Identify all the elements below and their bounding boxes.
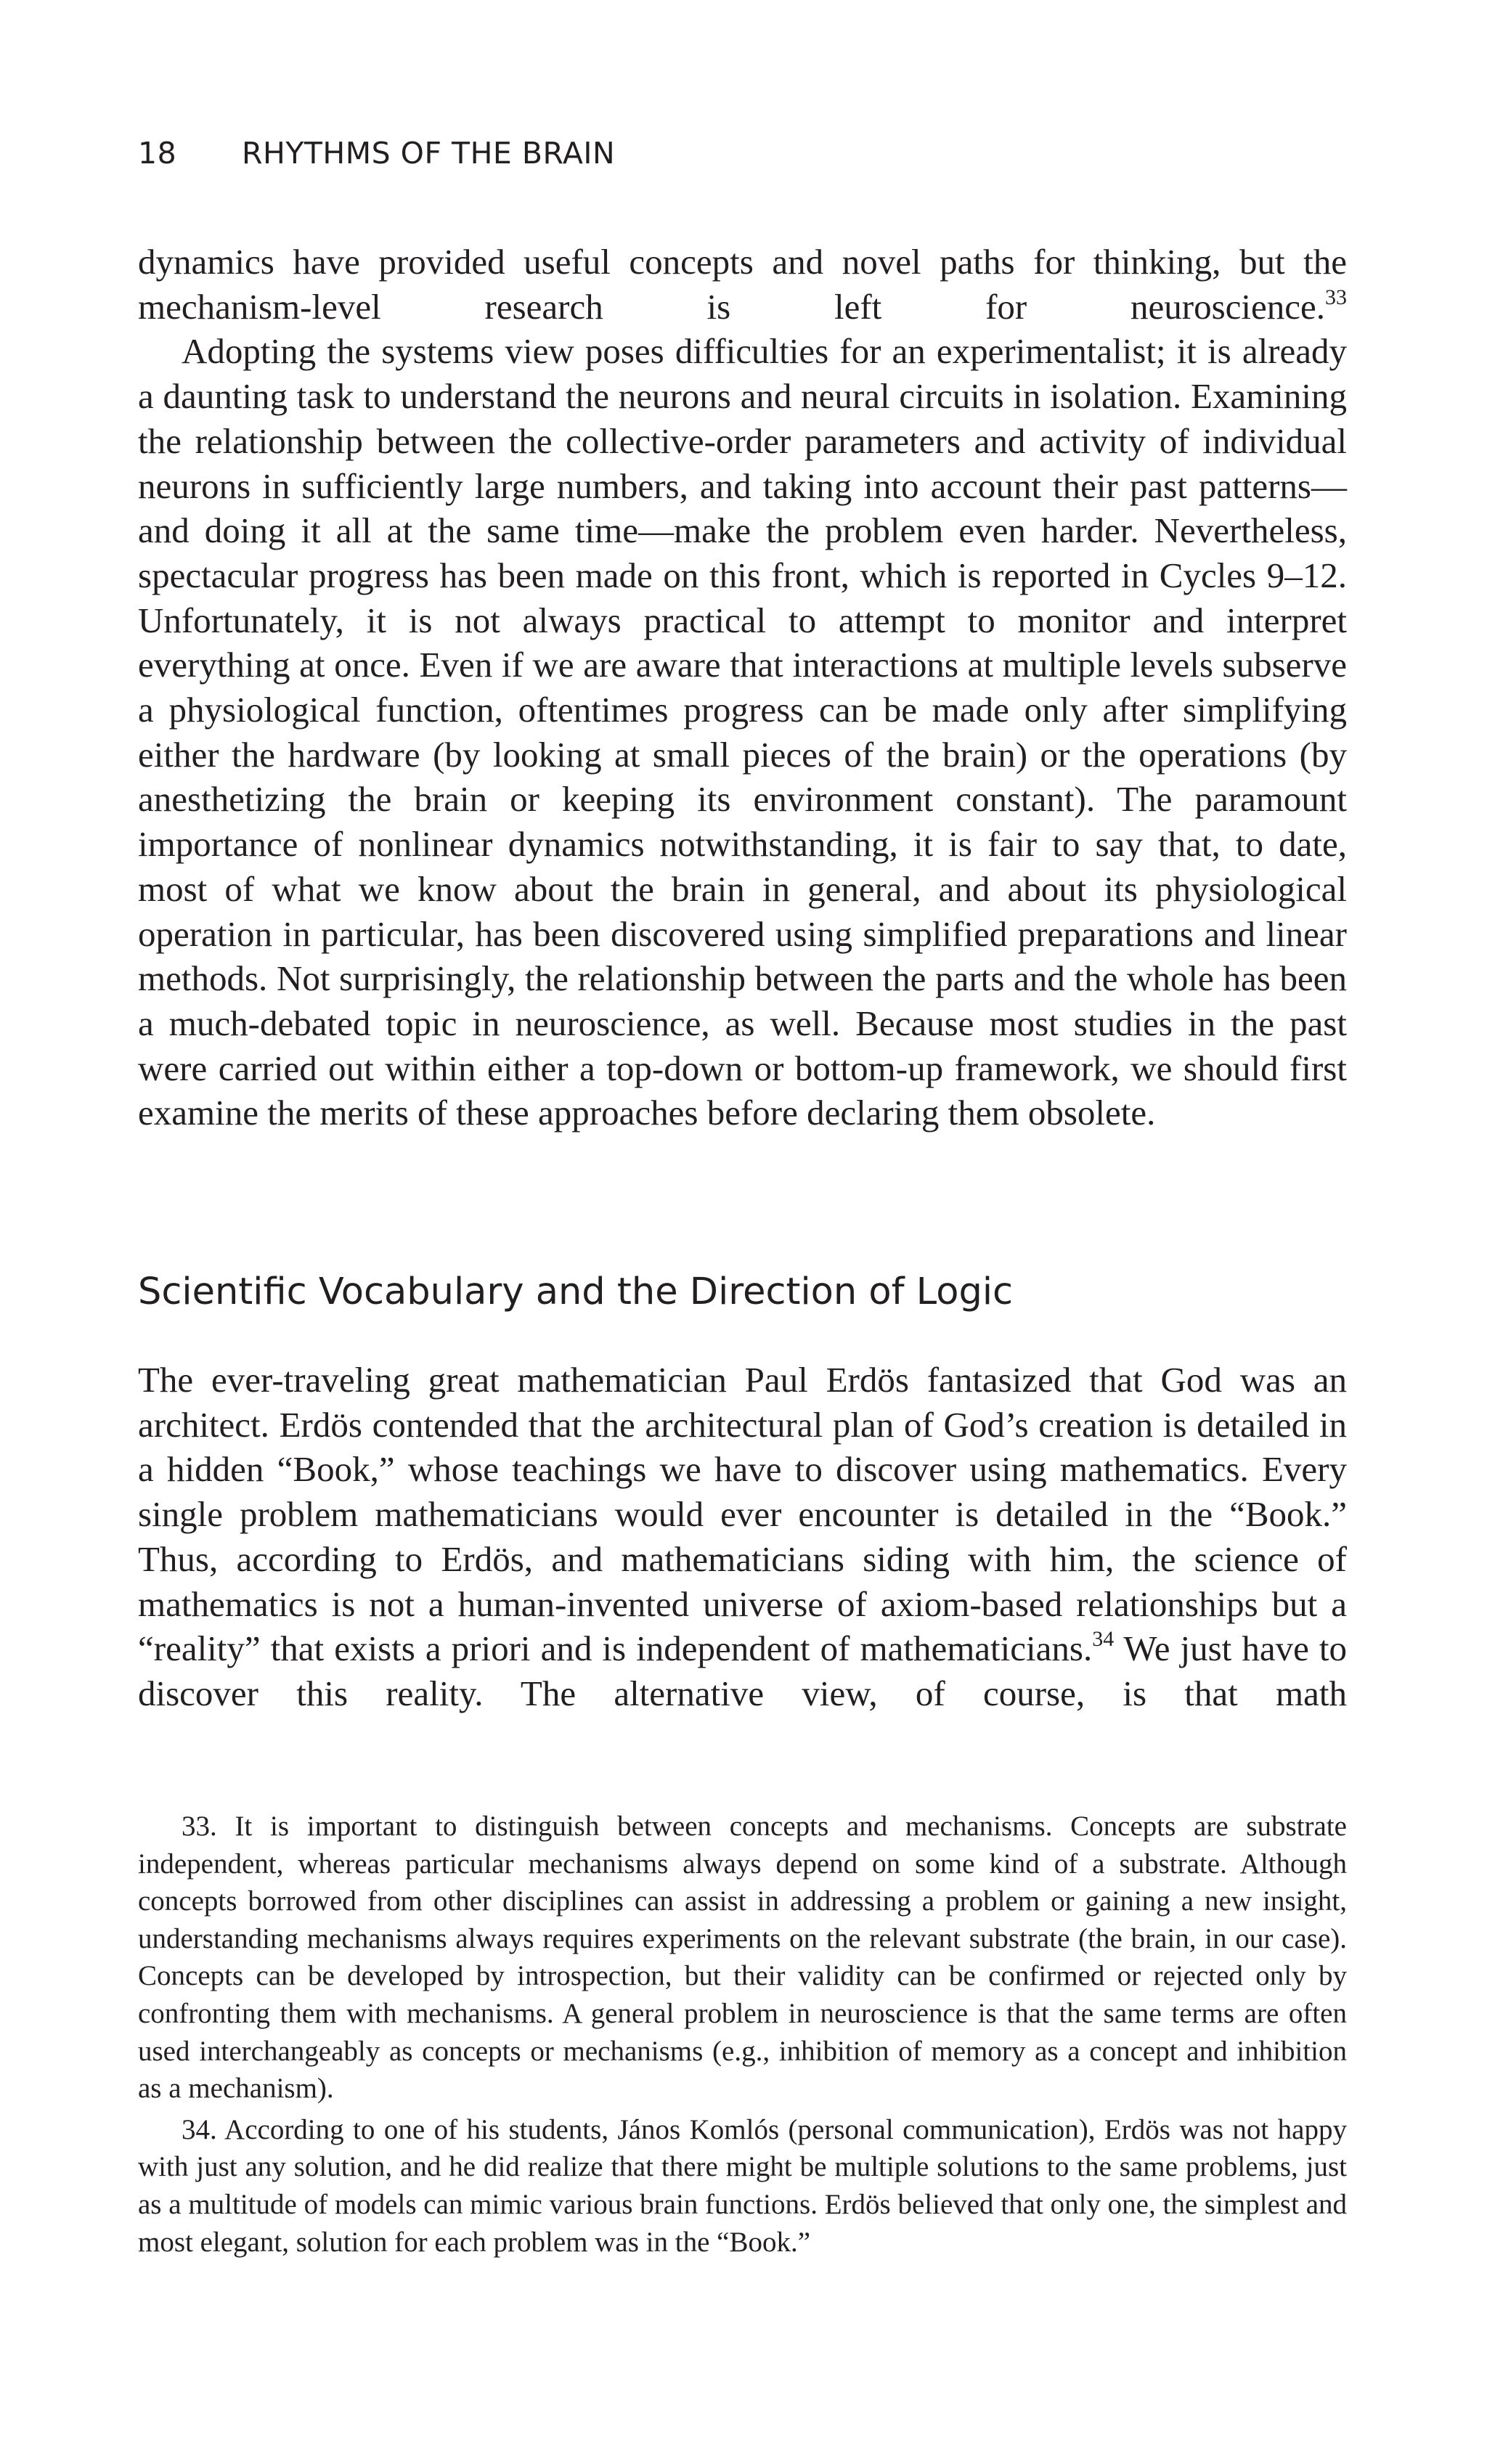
- paragraph-1-text: dynamics have provided useful concepts and novel paths for thinking, but the mechanism-level research is left for neuroscience.: [138, 242, 1347, 327]
- footnote-33: [138, 1808, 1347, 2108]
- footnote-text: According to one of his students, János Komlós (personal communication), Erdös was not happy with just any solution, and he did realize that there might be multiple solutions to the same problems, just as a multitude of models can mimic various brain functions. Erdös believed that only one, the simplest and most elegant, solution for each problem was in the “Book.”: [138, 2113, 1347, 2258]
- section-heading: Scientific Vocabulary and the Direction of Logic: [138, 1270, 1014, 1313]
- footnote-34: [138, 2111, 1347, 2261]
- paragraph-systems-view: Adopting the systems view poses difficulties for an experimentalist; it is already a daunting task to understand the neurons and neural circuits in isolation. Examining the relationship between the collective-order parameters and activity of individual neurons in sufficiently large numbers, and taking into account their past patterns—and doing it all at the same time—make the problem even harder. Nevertheless, spectacular progress has been made on this front, which is reported in Cycles 9–12. Unfortunately, it is not always practical to attempt to monitor and interpret everything at once. Even if we are aware that interactions at multiple levels subserve a physiological function, oftentimes progress can be made only after simplifying either the hardware (by looking at small pieces of the brain) or the operations (by anesthetizing the brain or keeping its environment constant). The paramount importance of nonlinear dynamics notwithstanding, it is fair to say that, to date, most of what we know about the brain in general, and about its physiological operation in particular, has been discovered using simplified preparations and linear methods. Not surprisingly, the relationship between the parts and the whole has been a much-debated topic in neuroscience, as well. Because most studies in the past were carried out within either a top-down or bottom-up framework, we should first examine the merits of these approaches before declaring them obsolete.: [138, 331, 1347, 1133]
- footnote-text: It is important to distinguish between concepts and mechanisms. Concepts are substrate independent, whereas particular mechanisms always depend on some kind of a substrate. Although concepts borrowed from other disciplines can assist in addressing a problem or gaining a new insight, understanding mechanisms always requires experiments on the relevant substrate (the brain, in our case). Concepts can be developed by introspection, but their validity can be confirmed or rejected only by confronting them with mechanisms. A general problem in neuroscience is that the same terms are often used interchangeably as concepts or mechanisms (e.g., inhibition of memory as a concept and inhibition as a mechanism).: [138, 1811, 1347, 2105]
- page-number: 18: [138, 136, 177, 171]
- footnote-ref-34[interactable]: 34: [1092, 1627, 1115, 1652]
- footnotes: [138, 1808, 1347, 2264]
- paragraph-3-text-a: The ever-traveling great mathematician Paul Erdös fantasized that God was an architect. Erdös contended that the architectural plan of God’s creation is detailed in a hidden “Book,” whose teachings we have to discover using mathematics. Every single problem mathematicians would ever encounter is detailed in the “Book.” Thus, according to Erdös, and mathematicians siding with him, the science of mathematics is not a human-invented universe of axiom-based relationships but a “reality” that exists a priori and is independent of mathematicians.: [138, 1360, 1347, 1669]
- running-head-title: RHYTHMS OF THE BRAIN: [242, 136, 616, 171]
- paragraph-3-text-b: We just have to discover this reality. The alternative view, of course, is that math: [138, 1628, 1347, 1713]
- body-block-2: [138, 1358, 1347, 1716]
- footnote-number: 34.: [182, 2113, 217, 2145]
- body-block-1: [138, 240, 1347, 1135]
- running-head: [138, 133, 615, 174]
- paragraph-continuation: [138, 240, 1347, 329]
- footnote-ref-33[interactable]: 33: [1325, 285, 1347, 309]
- footnote-number: 33.: [182, 1811, 217, 1842]
- paragraph-erdos: [138, 1358, 1347, 1716]
